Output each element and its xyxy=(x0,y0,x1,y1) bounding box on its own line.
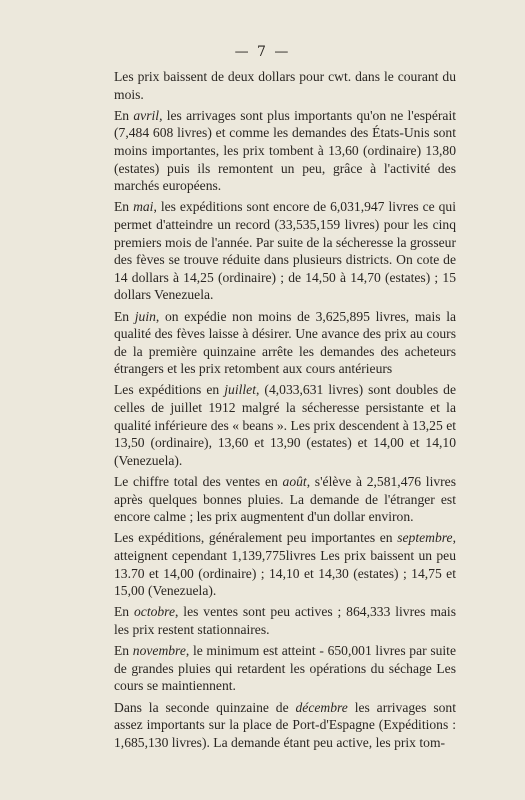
body-text xyxy=(114,68,456,755)
paragraph: En juin, on expédie non moins de 3,625,895 livres, mais la qualité des fèves laisse à désirer. Une avance des prix au cours de la première quinzaine arrête les demandes des acheteurs étrangers et les prix retombent aux cours antérieurs xyxy=(114,308,457,377)
paragraph: En novembre, le minimum est atteint - 650,001 livres par suite de grandes pluies qui retardent les opérations du séchage Les cours se maintiennent. xyxy=(114,643,456,694)
paragraph: Le chiffre total des ventes en août, s'élève à 2,581,476 livres après quelques bonnes pluies. La demande de l'étranger est encore calme ; les prix augmentent d'un dollar environ. xyxy=(114,474,457,525)
paragraph: Les prix baissent de deux dollars pour cwt. dans le courant du mois. xyxy=(114,69,456,102)
paragraph: Dans la seconde quinzaine de décembre les arrivages sont assez importants sur la place de Port-d'Espagne (Expéditions : 1,685,130 livres). La demande étant peu active, les prix tom- xyxy=(114,699,456,750)
paragraph: En mai, les expéditions sont encore de 6,031,947 livres ce qui permet d'atteindre un record (33,535,159 livres) pour les cinq premiers mois de l'année. Par suite de la sécheresse la grosseur des fèves se trouve réduite dans plusieurs districts. On cote de 14 dollars à 14,25 (ordinaire) ; de 14,50 à 14,70 (estates) ; 15 dollars Venezuela. xyxy=(114,199,456,303)
paragraph: En octobre, les ventes sont peu actives ; 864,333 livres mais les prix restent stationnaires. xyxy=(114,604,456,637)
paragraph: Les expéditions en juillet, (4,033,631 livres) sont doubles de celles de juillet 1912 malgré la sécheresse persistante et la qualité inférieure des « beans ». Les prix descendent à 13,25 et 13,50 (ordinaire), 13,60 et 13,90 (estates) et 14,00 et 14,10 (Venezuela). xyxy=(114,382,456,468)
paragraph: En avril, les arrivages sont plus importants qu'on ne l'espérait (7,484 608 livres) et comme les demandes des États-Unis sont moins importantes, les prix tombent à 13,60 (ordinaire) 13,80 (estates) puis ils remontent un peu, grâce à l'activité des marchés européens. xyxy=(114,107,456,194)
page-number: — 7 — xyxy=(234,44,291,60)
paragraph: Les expéditions, généralement peu importantes en septembre, atteignent cependant 1,139,775livres Les prix baissent un peu 13.70 et 14,00 (ordinaire) ; 14,10 et 14,30 (estates) ; 14,75 et 15,00 (Venezuela). xyxy=(114,530,456,599)
